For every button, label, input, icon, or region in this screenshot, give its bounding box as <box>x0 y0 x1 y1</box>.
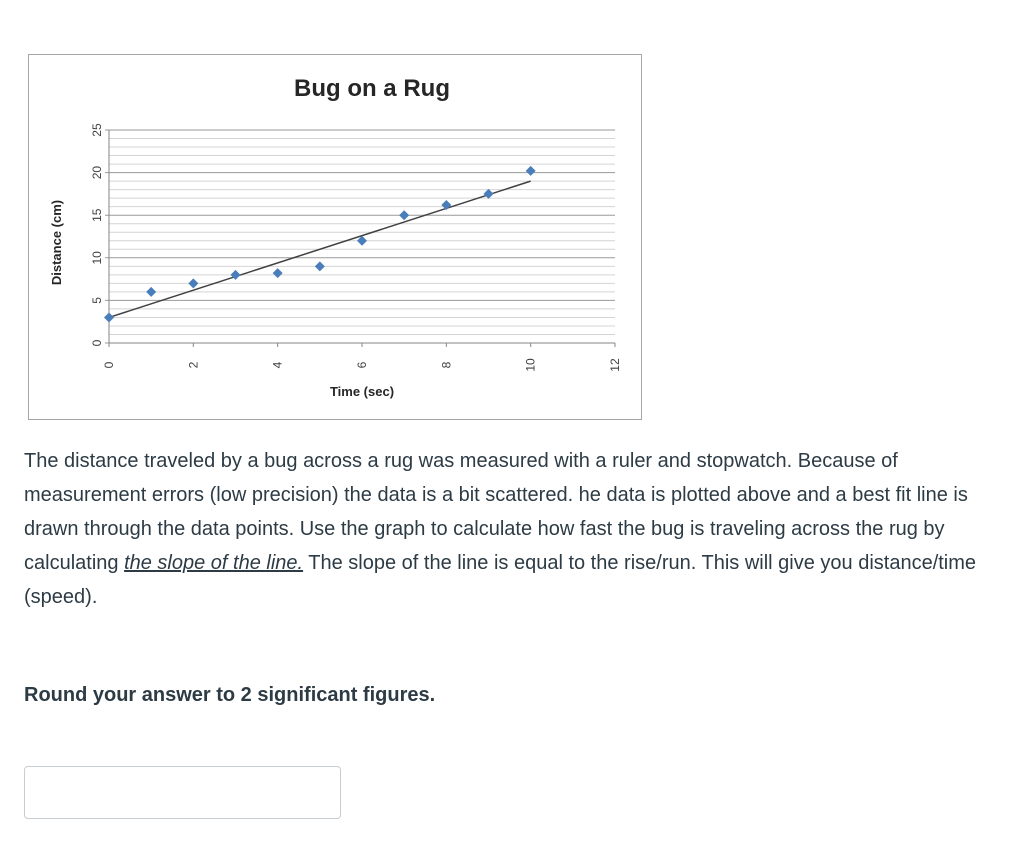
chart-title: Bug on a Rug <box>294 75 450 102</box>
x-tick-label: 4 <box>270 361 285 369</box>
data-point <box>273 268 283 278</box>
x-tick-label: 12 <box>608 358 622 372</box>
x-axis-label: Time (sec) <box>329 384 395 399</box>
question-part-2: The slope of the line is equal to the rise/run. This will give you distance/time (speed). <box>24 552 977 608</box>
y-tick-label: 15 <box>90 208 104 222</box>
question-text <box>24 444 999 614</box>
y-tick-label: 20 <box>90 165 104 180</box>
rounding-instruction: Round your answer to 2 significant figures. <box>24 684 436 706</box>
scatter-chart <box>29 55 641 419</box>
data-point <box>104 312 114 322</box>
data-point <box>399 210 409 220</box>
data-point <box>146 287 156 297</box>
x-tick-label: 2 <box>186 361 201 369</box>
x-tick-label: 6 <box>355 361 369 369</box>
y-tick-label: 5 <box>90 297 104 304</box>
slope-of-line-link[interactable]: the slope of the line. <box>124 552 304 574</box>
x-tick-label: 8 <box>439 361 454 369</box>
y-tick-label: 0 <box>90 339 104 347</box>
data-point <box>188 278 198 288</box>
y-tick-label: 10 <box>90 251 104 265</box>
x-tick-label: 0 <box>102 361 116 369</box>
x-tick-label: 10 <box>523 358 538 372</box>
data-point <box>315 261 325 271</box>
data-point <box>484 189 494 199</box>
data-point <box>441 200 451 210</box>
answer-input[interactable] <box>24 766 341 819</box>
chart-container <box>28 54 642 420</box>
question-part-1: The distance traveled by a bug across a rug was measured with a ruler and stopwatch. Because of measurement errors (low precision) the data is a bit scattered. he data is plotted above and a best fit line is drawn through the data points. Use the graph to calculate how fast the bug is traveling across the rug by calculating <box>24 450 968 574</box>
y-tick-label: 25 <box>90 123 104 137</box>
y-axis-label: Distance (cm) <box>49 199 64 286</box>
data-point <box>526 166 536 176</box>
